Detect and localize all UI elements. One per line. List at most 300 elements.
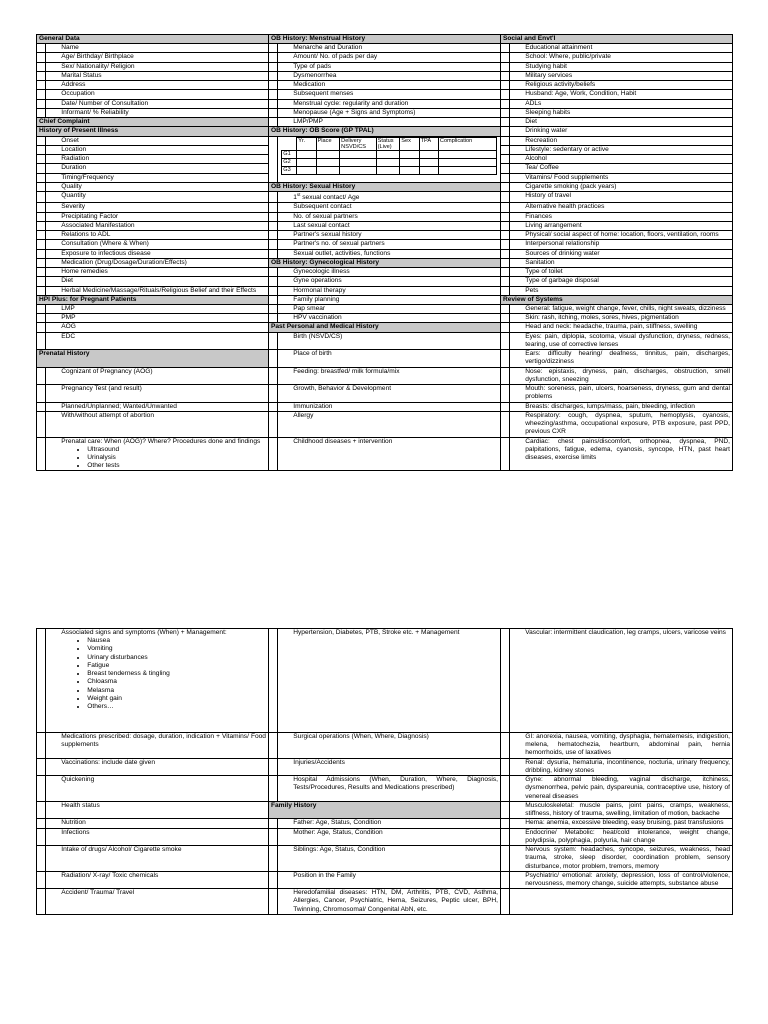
checkbox-cell[interactable] bbox=[268, 295, 277, 304]
form-item: Nervous system: headaches, syncope, seizures, weakness, head trauma, stroke, sleep disorder, coordination problem, sensory disturbance, motor problem, tremors, memory bbox=[510, 846, 733, 872]
grid-cell[interactable] bbox=[316, 151, 340, 159]
form-item: Severity bbox=[46, 203, 269, 212]
form-item: Type of garbage disposal bbox=[510, 277, 733, 286]
checkbox-cell[interactable] bbox=[500, 81, 509, 90]
form-item: Growth, Behavior & Development bbox=[278, 385, 501, 402]
form-item: Medication (Drug/Dosage/Duration/Effects) bbox=[46, 258, 269, 267]
checkbox-cell[interactable] bbox=[268, 118, 277, 127]
form-item: AOG bbox=[46, 323, 269, 332]
form-item: Sex/ Nationality/ Religion bbox=[46, 62, 269, 71]
checkbox-cell[interactable] bbox=[268, 437, 277, 471]
checkbox-cell[interactable] bbox=[37, 108, 46, 117]
checkbox-cell[interactable] bbox=[37, 155, 46, 164]
grid-cell[interactable] bbox=[376, 151, 400, 159]
checkbox-cell[interactable] bbox=[500, 323, 509, 332]
checkbox-cell[interactable] bbox=[37, 323, 46, 332]
checkbox-cell[interactable] bbox=[500, 62, 509, 71]
form-item: Recreation bbox=[510, 136, 733, 145]
form-item: Cognizant of Pregnancy (AOG) bbox=[46, 367, 269, 384]
family-history-header: Family History bbox=[268, 801, 500, 818]
table-row bbox=[37, 385, 733, 402]
grid-cell[interactable] bbox=[438, 159, 496, 167]
checkbox-cell[interactable] bbox=[268, 411, 277, 437]
form-item: Position in the Family bbox=[278, 871, 501, 888]
table-row bbox=[37, 871, 733, 888]
table-row bbox=[37, 127, 733, 136]
form-item: Associated signs and symptoms (When) + Management: bbox=[61, 629, 227, 636]
checkbox-cell[interactable] bbox=[500, 332, 509, 349]
form-item: Gyne operations bbox=[278, 277, 501, 286]
checkbox-cell[interactable] bbox=[37, 801, 46, 818]
associated-signs-item bbox=[46, 629, 269, 733]
form-item: Timing/Frequency bbox=[46, 173, 269, 182]
checkbox-cell[interactable] bbox=[37, 212, 46, 221]
checkbox-cell[interactable] bbox=[500, 629, 509, 733]
checkbox-cell[interactable] bbox=[500, 367, 509, 384]
list-item: • Weight gain bbox=[87, 695, 266, 703]
form-item: Renal: dysuria, hematuria, incontinence, nocturia, urinary frequency, dribbling, kidney stones bbox=[510, 758, 733, 775]
checkbox-cell[interactable] bbox=[500, 108, 509, 117]
form-item: Pap smear bbox=[278, 304, 501, 313]
form-item: Date/ Number of Consultation bbox=[46, 99, 269, 108]
table-row bbox=[37, 221, 733, 230]
form-item: School: Where, public/private bbox=[510, 53, 733, 62]
form-item: Medication bbox=[278, 81, 501, 90]
checkbox-cell[interactable] bbox=[500, 155, 509, 164]
table-row bbox=[37, 231, 733, 240]
form-item: Cigarette smoking (pack years) bbox=[510, 182, 733, 191]
grid-cell[interactable] bbox=[400, 151, 419, 159]
checkbox-cell[interactable] bbox=[500, 304, 509, 313]
checkbox-cell[interactable] bbox=[268, 203, 277, 212]
form-item: Educational attainment bbox=[510, 44, 733, 53]
checkbox-cell[interactable] bbox=[268, 629, 277, 733]
form-item: Siblings: Age, Status, Condition bbox=[278, 846, 501, 872]
checkbox-cell[interactable] bbox=[37, 44, 46, 53]
gyne-history-header: OB History: Gynecological History bbox=[268, 258, 500, 267]
checkbox-cell[interactable] bbox=[268, 304, 277, 313]
checkbox-cell[interactable] bbox=[37, 53, 46, 62]
checkbox-cell[interactable] bbox=[37, 286, 46, 295]
checkbox-cell[interactable] bbox=[37, 411, 46, 437]
table-row bbox=[37, 402, 733, 411]
table-row bbox=[37, 268, 733, 277]
form-item: Injuries/Accidents bbox=[278, 758, 501, 775]
checkbox-cell[interactable] bbox=[500, 385, 509, 402]
checkbox-cell[interactable] bbox=[37, 99, 46, 108]
hpi-plus-header: HPI Plus: for Pregnant Patients bbox=[37, 295, 269, 304]
form-item: Hema: anemia, excessive bleeding, easy bruising, past transfusions bbox=[510, 819, 733, 828]
table-row bbox=[37, 819, 733, 828]
form-item: PMP bbox=[46, 314, 269, 323]
form-item: Living arrangement bbox=[510, 221, 733, 230]
form-item: Religious activity/beliefs bbox=[510, 81, 733, 90]
form-item: Vaccinations: include date given bbox=[46, 758, 269, 775]
grid-cell[interactable] bbox=[340, 159, 377, 167]
form-item: Herbal Medicine/Massage/Rituals/Religious Belief and their Effects bbox=[46, 286, 269, 295]
form-item: Studying habit bbox=[510, 62, 733, 71]
grid-cell[interactable] bbox=[419, 167, 438, 175]
checkbox-cell[interactable] bbox=[500, 53, 509, 62]
checkbox-cell[interactable] bbox=[500, 136, 509, 145]
grid-header: Delivery NSVD/CS bbox=[340, 137, 377, 151]
form-item: Relations to ADL bbox=[46, 231, 269, 240]
form-item: Nose: epistaxis, dryness, pain, discharges, obstruction, smell dysfunction, sneezing bbox=[510, 367, 733, 384]
checkbox-cell[interactable] bbox=[37, 62, 46, 71]
menstrual-history-header: OB History: Menstrual History bbox=[268, 35, 500, 44]
grid-cell[interactable] bbox=[376, 167, 400, 175]
grid-cell[interactable] bbox=[419, 159, 438, 167]
form-item: Address bbox=[46, 81, 269, 90]
form-item: Last sexual contact bbox=[278, 221, 501, 230]
checkbox-cell[interactable] bbox=[268, 332, 277, 349]
list-item: • Urinalysis bbox=[87, 454, 266, 462]
checkbox-cell[interactable] bbox=[37, 367, 46, 384]
form-item: Childhood diseases + intervention bbox=[278, 437, 501, 471]
grid-cell[interactable] bbox=[438, 167, 496, 175]
form-item: Informant/ % Reliability bbox=[46, 108, 269, 117]
table-row bbox=[37, 44, 733, 53]
list-item: • Urinary disturbances bbox=[87, 654, 266, 662]
grid-cell[interactable] bbox=[400, 159, 419, 167]
checkbox-cell[interactable] bbox=[37, 402, 46, 411]
checkbox-cell[interactable] bbox=[37, 71, 46, 80]
form-item: Alternative health practices bbox=[510, 203, 733, 212]
list-item: • Nausea bbox=[87, 637, 266, 645]
checkbox-cell[interactable] bbox=[37, 231, 46, 240]
checkbox-cell[interactable] bbox=[268, 277, 277, 286]
table-row bbox=[37, 889, 733, 915]
form-item-empty bbox=[510, 889, 733, 915]
checkbox-cell[interactable] bbox=[500, 71, 509, 80]
form-item: Exposure to infectious disease bbox=[46, 249, 269, 258]
table-row bbox=[37, 249, 733, 258]
checkbox-cell[interactable] bbox=[500, 182, 509, 191]
table-row bbox=[37, 118, 733, 127]
grid-cell[interactable] bbox=[316, 159, 340, 167]
checkbox-cell[interactable] bbox=[268, 350, 277, 367]
form-item: Marital Status bbox=[46, 71, 269, 80]
checkbox-cell[interactable] bbox=[37, 81, 46, 90]
checkbox-cell[interactable] bbox=[500, 221, 509, 230]
checkbox-cell[interactable] bbox=[37, 277, 46, 286]
grid-cell[interactable] bbox=[297, 159, 316, 167]
form-item: Health status bbox=[46, 801, 269, 818]
checkbox-cell[interactable] bbox=[268, 776, 277, 802]
prenatal-header: Prenatal History bbox=[37, 350, 269, 367]
form-item: Radiation bbox=[46, 155, 269, 164]
grid-header: Yr. bbox=[297, 137, 316, 151]
table-row bbox=[37, 191, 733, 202]
checkbox-cell[interactable] bbox=[500, 212, 509, 221]
checkbox-cell[interactable] bbox=[268, 136, 277, 182]
form-item: Age/ Birthday/ Birthplace bbox=[46, 53, 269, 62]
checkbox-cell[interactable] bbox=[500, 828, 509, 845]
form-item: HPV vaccination bbox=[278, 314, 501, 323]
checkbox-cell[interactable] bbox=[500, 127, 509, 136]
grid-cell[interactable] bbox=[400, 167, 419, 175]
table-row bbox=[37, 801, 733, 818]
checkbox-cell[interactable] bbox=[37, 733, 46, 759]
form-item: Dysmenorrhea bbox=[278, 71, 501, 80]
form-item: Tea/ Coffee bbox=[510, 164, 733, 173]
checkbox-cell[interactable] bbox=[500, 90, 509, 99]
list-item: • Chloasma bbox=[87, 678, 266, 686]
checkbox-cell[interactable] bbox=[268, 53, 277, 62]
checkbox-cell[interactable] bbox=[500, 249, 509, 258]
checkbox-cell[interactable] bbox=[37, 258, 46, 267]
checkbox-cell[interactable] bbox=[37, 90, 46, 99]
table-row bbox=[37, 136, 733, 145]
table-row bbox=[37, 71, 733, 80]
form-item: Husband: Age, Work, Condition, Habit bbox=[510, 90, 733, 99]
checkbox-cell[interactable] bbox=[268, 819, 277, 828]
checkbox-cell[interactable] bbox=[37, 136, 46, 145]
history-form-table-1 bbox=[36, 34, 733, 471]
checkbox-cell[interactable] bbox=[500, 240, 509, 249]
checkbox-cell[interactable] bbox=[500, 758, 509, 775]
form-item: Menstrual cycle: regularity and duration bbox=[278, 99, 501, 108]
checkbox-cell[interactable] bbox=[37, 629, 46, 733]
checkbox-cell[interactable] bbox=[268, 846, 277, 872]
form-item: Subsequent contact bbox=[278, 203, 501, 212]
checkbox-cell[interactable] bbox=[37, 173, 46, 182]
grid-cell[interactable] bbox=[438, 151, 496, 159]
form-item: Alcohol bbox=[510, 155, 733, 164]
checkbox-cell[interactable] bbox=[500, 819, 509, 828]
checkbox-cell[interactable] bbox=[500, 776, 509, 802]
checkbox-cell[interactable] bbox=[500, 203, 509, 212]
checkbox-cell[interactable] bbox=[268, 71, 277, 80]
form-item: Sanitation bbox=[510, 258, 733, 267]
checkbox-cell[interactable] bbox=[500, 145, 509, 154]
checkbox-cell[interactable] bbox=[268, 758, 277, 775]
checkbox-cell[interactable] bbox=[268, 99, 277, 108]
checkbox-cell[interactable] bbox=[268, 81, 277, 90]
checkbox-cell[interactable] bbox=[37, 437, 46, 471]
list-item: • Ultrasound bbox=[87, 446, 266, 454]
checkbox-cell[interactable] bbox=[37, 240, 46, 249]
form-item: Onset bbox=[46, 136, 269, 145]
checkbox-cell[interactable] bbox=[500, 44, 509, 53]
form-item: LMP/PMP bbox=[278, 118, 501, 127]
checkbox-cell[interactable] bbox=[37, 871, 46, 888]
checkbox-cell[interactable] bbox=[500, 118, 509, 127]
grid-cell[interactable] bbox=[297, 167, 316, 175]
checkbox-cell[interactable] bbox=[268, 268, 277, 277]
table-row bbox=[37, 182, 733, 191]
table-row bbox=[37, 99, 733, 108]
form-item: Duration bbox=[46, 164, 269, 173]
checkbox-cell[interactable] bbox=[500, 733, 509, 759]
checkbox-cell[interactable] bbox=[37, 758, 46, 775]
sexual-history-header: OB History: Sexual History bbox=[268, 182, 500, 191]
past-personal-header: Past Personal and Medical History bbox=[268, 323, 500, 332]
checkbox-cell[interactable] bbox=[500, 231, 509, 240]
social-envt-header: Social and Envt'l bbox=[500, 35, 732, 44]
form-item: Quality bbox=[46, 182, 269, 191]
form-item: Breasts: discharges, lumps/mass, pain, bleeding, infection bbox=[510, 402, 733, 411]
form-item: Mouth: soreness, pain, ulcers, hoarseness, dryness, gum and dental problems bbox=[510, 385, 733, 402]
table-row bbox=[37, 846, 733, 872]
grid-cell[interactable] bbox=[376, 159, 400, 167]
form-item: Intake of drugs/ Alcohol/ Cigarette smoke bbox=[46, 846, 269, 872]
checkbox-cell[interactable] bbox=[37, 249, 46, 258]
form-item: No. of sexual partners bbox=[278, 212, 501, 221]
checkbox-cell[interactable] bbox=[500, 889, 509, 915]
table-row bbox=[37, 62, 733, 71]
checkbox-cell[interactable] bbox=[500, 99, 509, 108]
checkbox-cell[interactable] bbox=[268, 871, 277, 888]
checkbox-cell[interactable] bbox=[37, 203, 46, 212]
checkbox-cell[interactable] bbox=[268, 828, 277, 845]
form-item: Psychiatric/ emotional: anxiety, depression, loss of control/violence, nervousness, memory change, suicide attempts, substance abuse bbox=[510, 871, 733, 888]
checkbox-cell[interactable] bbox=[500, 437, 509, 471]
form-item: Type of toilet bbox=[510, 268, 733, 277]
grid-cell[interactable] bbox=[297, 151, 316, 159]
form-item: Pregnancy Test (and result) bbox=[46, 385, 269, 402]
checkbox-cell[interactable] bbox=[37, 776, 46, 802]
form-item: Type of pads bbox=[278, 62, 501, 71]
checkbox-cell[interactable] bbox=[500, 277, 509, 286]
checkbox-cell[interactable] bbox=[37, 846, 46, 872]
checkbox-cell[interactable] bbox=[268, 231, 277, 240]
checkbox-cell[interactable] bbox=[268, 385, 277, 402]
form-item: Partner's no. of sexual partners bbox=[278, 240, 501, 249]
checkbox-cell[interactable] bbox=[500, 350, 509, 367]
checkbox-cell[interactable] bbox=[37, 314, 46, 323]
form-item: Menopause (Age + Signs and Symptoms) bbox=[278, 108, 501, 117]
checkbox-cell[interactable] bbox=[500, 846, 509, 872]
form-item: Occupation bbox=[46, 90, 269, 99]
form-item: Planned/Unplanned; Wanted/Unwanted bbox=[46, 402, 269, 411]
checkbox-cell[interactable] bbox=[268, 212, 277, 221]
grid-header: Place bbox=[316, 137, 340, 151]
form-item: Hypertension, Diabetes, PTB, Stroke etc. + Management bbox=[278, 629, 501, 733]
grid-header: Status (Live) bbox=[376, 137, 400, 151]
form-item: Interpersonal relationship bbox=[510, 240, 733, 249]
checkbox-cell[interactable] bbox=[268, 402, 277, 411]
table-row bbox=[37, 350, 733, 367]
checkbox-cell[interactable] bbox=[268, 367, 277, 384]
checkbox-cell[interactable] bbox=[500, 191, 509, 202]
table-row bbox=[37, 314, 733, 323]
form-item: Associated Manifestation bbox=[46, 221, 269, 230]
checkbox-cell[interactable] bbox=[37, 268, 46, 277]
grid-header: Complication bbox=[438, 137, 496, 151]
checkbox-cell[interactable] bbox=[37, 145, 46, 154]
form-item: Immunization bbox=[278, 402, 501, 411]
checkbox-cell[interactable] bbox=[268, 889, 277, 915]
form-item: Allergy bbox=[278, 411, 501, 437]
checkbox-cell[interactable] bbox=[500, 411, 509, 437]
checkbox-cell[interactable] bbox=[268, 108, 277, 117]
checkbox-cell[interactable] bbox=[37, 191, 46, 202]
checkbox-cell[interactable] bbox=[37, 332, 46, 349]
form-item: Quantity bbox=[46, 191, 269, 202]
form-item: Skin: rash, itching, moles, sores, hives, pigmentation bbox=[510, 314, 733, 323]
form-item: Drinking water bbox=[510, 127, 733, 136]
table-row bbox=[37, 295, 733, 304]
table-row bbox=[37, 90, 733, 99]
list-item: • Others… bbox=[87, 703, 266, 711]
form-item: Feeding: breastfed/ milk formula/mix bbox=[278, 367, 501, 384]
form-item: Military services bbox=[510, 71, 733, 80]
form-item: Diet bbox=[510, 118, 733, 127]
checkbox-cell[interactable] bbox=[500, 286, 509, 295]
chief-complaint-header: Chief Complaint bbox=[37, 118, 269, 127]
checkbox-cell[interactable] bbox=[500, 801, 509, 818]
checkbox-cell[interactable] bbox=[268, 314, 277, 323]
checkbox-cell[interactable] bbox=[268, 221, 277, 230]
grid-cell[interactable] bbox=[340, 167, 377, 175]
checkbox-cell[interactable] bbox=[268, 733, 277, 759]
form-item: Sources of drinking water bbox=[510, 249, 733, 258]
list-item: • Melasma bbox=[87, 687, 266, 695]
grid-row-label: G2 bbox=[282, 159, 297, 167]
checkbox-cell[interactable] bbox=[268, 286, 277, 295]
form-item: LMP bbox=[46, 304, 269, 313]
checkbox-cell[interactable] bbox=[37, 304, 46, 313]
table-row bbox=[37, 81, 733, 90]
form-item: Heredofamilial diseases: HTN, DM, Arthritis, PTB, CVD, Asthma, Allergies, Cancer, Psychiatric, Hema, Seizures, Peptic ulcer, BPH, Twinning, Chromosomal/ Congenital AbN, etc. bbox=[278, 889, 501, 915]
grid-cell[interactable] bbox=[316, 167, 340, 175]
checkbox-cell[interactable] bbox=[37, 385, 46, 402]
form-item: EDC bbox=[46, 332, 269, 349]
form-item: Subsequent menses bbox=[278, 90, 501, 99]
list-item: • Breast tenderness & tingling bbox=[87, 670, 266, 678]
checkbox-cell[interactable] bbox=[37, 819, 46, 828]
form-item: Gyne: abnormal bleeding, vaginal discharge, itchiness, dysmenorrhea, pelvic pain, dyspareunia, contraceptive use, history of venereal diseases bbox=[510, 776, 733, 802]
table-row bbox=[37, 629, 733, 733]
checkbox-cell[interactable] bbox=[500, 314, 509, 323]
checkbox-cell[interactable] bbox=[500, 258, 509, 267]
table-row bbox=[37, 758, 733, 775]
grid-cell[interactable] bbox=[419, 151, 438, 159]
checkbox-cell[interactable] bbox=[500, 164, 509, 173]
checkbox-cell[interactable] bbox=[500, 871, 509, 888]
list-item: • Vomiting bbox=[87, 645, 266, 653]
form-item: Birth (NSVD/CS) bbox=[278, 332, 501, 349]
grid-cell[interactable] bbox=[340, 151, 377, 159]
checkbox-cell[interactable] bbox=[268, 249, 277, 258]
checkbox-cell[interactable] bbox=[268, 44, 277, 53]
history-form-table-2 bbox=[36, 628, 733, 915]
form-item: Location bbox=[46, 145, 269, 154]
checkbox-cell[interactable] bbox=[268, 240, 277, 249]
checkbox-cell[interactable] bbox=[37, 164, 46, 173]
gp-tpal-cell bbox=[278, 136, 501, 182]
form-item: Eyes: pain, diplopia, scotoma, visual dysfunction, dryness, redness, tearing, use of corrective lenses bbox=[510, 332, 733, 349]
form-item: Hormonal therapy bbox=[278, 286, 501, 295]
checkbox-cell[interactable] bbox=[268, 62, 277, 71]
checkbox-cell[interactable] bbox=[37, 889, 46, 915]
table-row bbox=[37, 240, 733, 249]
table-row bbox=[37, 35, 733, 44]
checkbox-cell[interactable] bbox=[37, 221, 46, 230]
checkbox-cell[interactable] bbox=[37, 828, 46, 845]
form-item: Precipitating Factor bbox=[46, 212, 269, 221]
grid-header: TPA bbox=[419, 137, 438, 151]
table-row bbox=[37, 437, 733, 471]
checkbox-cell[interactable] bbox=[500, 402, 509, 411]
checkbox-cell[interactable] bbox=[268, 90, 277, 99]
checkbox-cell[interactable] bbox=[500, 173, 509, 182]
checkbox-cell[interactable] bbox=[268, 191, 277, 202]
grid-header: Sex bbox=[400, 137, 419, 151]
checkbox-cell[interactable] bbox=[500, 268, 509, 277]
checkbox-cell[interactable] bbox=[37, 182, 46, 191]
